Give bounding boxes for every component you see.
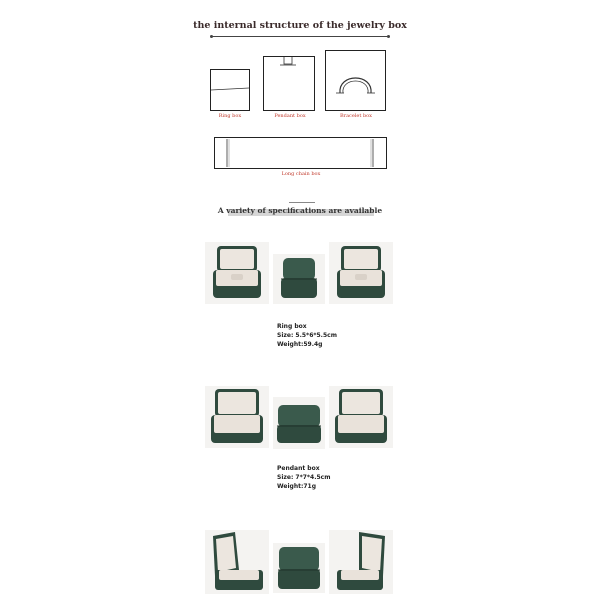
long-chain-box-diagram (214, 137, 387, 169)
ring-box-lines (211, 70, 249, 110)
ring-box-photo-closed (273, 254, 325, 304)
section-marker (289, 202, 315, 203)
bracelet-cuff-lines (326, 51, 385, 110)
ring-box-diagram (210, 69, 250, 111)
pendant-box-spec (277, 464, 331, 491)
ring-box-caption: Ring box (218, 113, 242, 119)
open-box-image (205, 386, 269, 448)
long-chain-box-caption: Long chain box (281, 171, 321, 177)
closed-box-image (273, 543, 325, 593)
pendant-box-photo-closed (273, 397, 325, 449)
ring-box-size: Size: 5.5*6*5.5cm (277, 332, 337, 339)
pendant-box-size: Size: 7*7*4.5cm (277, 474, 331, 481)
ring-box-name: Ring box (277, 323, 307, 330)
bracelet-box-photo-open-right (329, 530, 393, 594)
pendant-box-diagram (263, 56, 315, 111)
pendant-box-photo-open-right (329, 386, 393, 448)
closed-box-image (273, 254, 325, 304)
pendant-box-photo-open-left (205, 386, 269, 448)
bracelet-box-photo-open-left (205, 530, 269, 594)
open-box-image (329, 386, 393, 448)
open-box-image (205, 242, 269, 304)
ring-box-spec (277, 322, 337, 349)
divider-dot-right (387, 35, 390, 38)
open-box-image (205, 530, 269, 594)
bracelet-box-caption: Bracelet box (340, 113, 372, 119)
closed-box-image (273, 397, 325, 449)
open-box-image (329, 242, 393, 304)
pendant-box-weight: Weight:71g (277, 483, 317, 490)
open-box-image (329, 530, 393, 594)
pendant-box-caption: Pendant box (274, 113, 306, 119)
bracelet-box-diagram (325, 50, 386, 111)
divider-dot-left (210, 35, 213, 38)
long-chain-lines (215, 138, 386, 168)
ring-box-photo-open-left (205, 242, 269, 304)
specs-section-title: A variety of specifications are available (217, 206, 383, 215)
page-title: the internal structure of the jewelry box (193, 20, 407, 31)
bracelet-box-photo-closed (273, 543, 325, 593)
ring-box-photo-open-right (329, 242, 393, 304)
ring-box-weight: Weight:59.4g (277, 341, 323, 348)
pendant-hook-lines (264, 57, 314, 110)
pendant-box-name: Pendant box (277, 465, 320, 472)
title-divider (212, 36, 388, 37)
